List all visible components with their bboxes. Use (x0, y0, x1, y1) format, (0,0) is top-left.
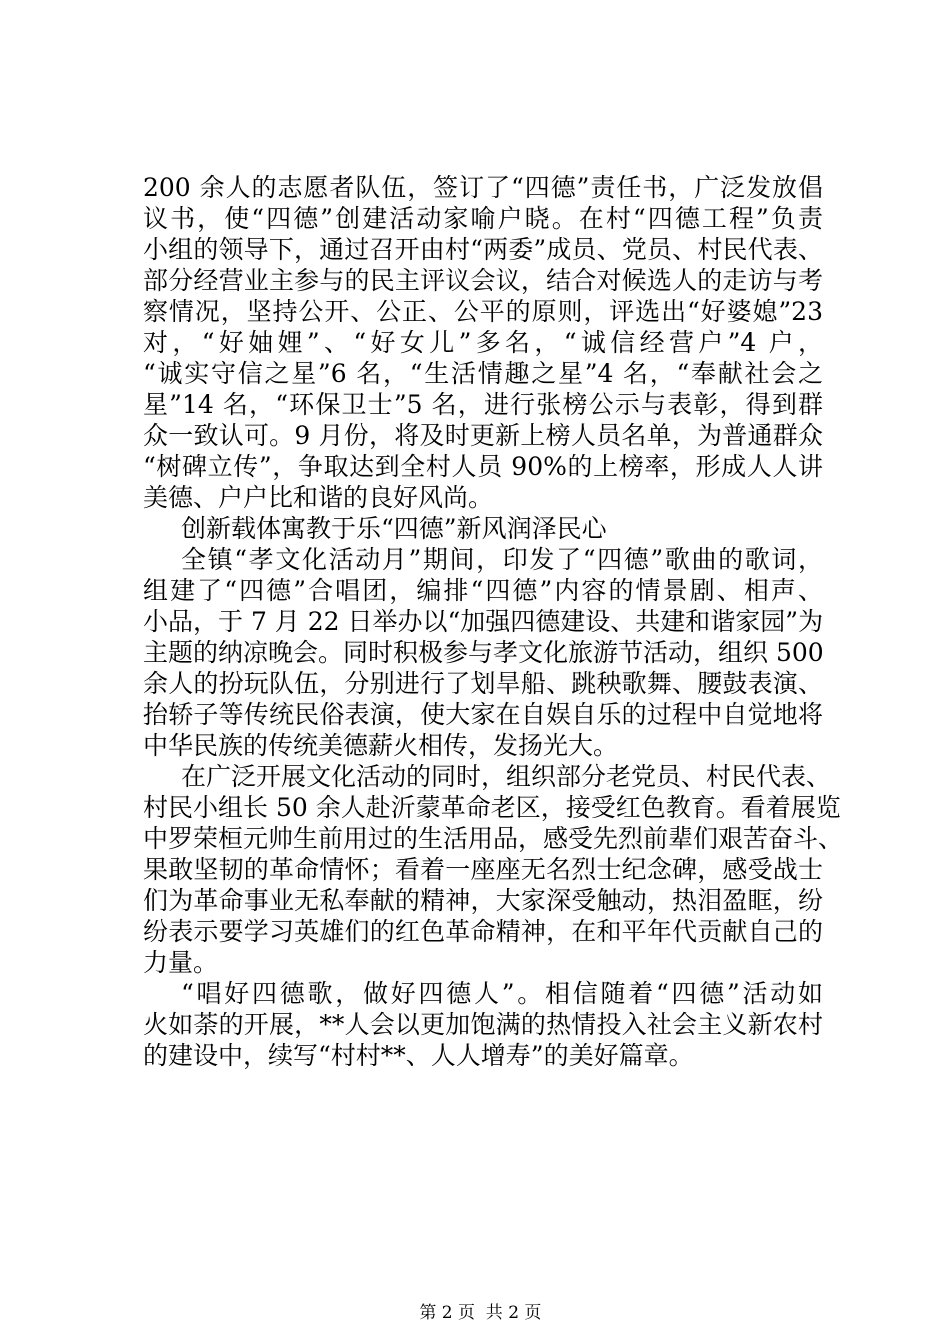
text-line: 的建设中，续写“村村**、人人增寿”的美好篇章。 (143, 1041, 694, 1070)
text-line: “诚实守信之星”6 名，“生活情趣之星”4 名，“奉献社会之 (143, 359, 823, 388)
text-line: 小组的领导下，通过召开由村“两委”成员、党员、村民代表、 (143, 235, 823, 264)
text-line: 火如荼的开展，**人会以更加饱满的热情投入社会主义新农村 (143, 1010, 823, 1039)
paragraph (143, 544, 823, 761)
paragraph (143, 761, 844, 978)
text-line: 们为革命事业无私奉献的精神，大家深受触动，热泪盈眶，纷 (143, 886, 823, 915)
text-line: 星”14 名，“环保卫士”5 名，进行张榜公示与表彰，得到群 (143, 390, 823, 419)
text-line: 部分经营业主参与的民主评议会议，结合对候选人的走访与考 (143, 266, 823, 295)
text-line: 在广泛开展文化活动的同时，组织部分老党员、村民代表、 (181, 762, 832, 791)
text-line: 全镇“孝文化活动月”期间，印发了“四德”歌曲的歌词， (181, 545, 823, 574)
text-line: 抬轿子等传统民俗表演，使大家在自娱自乐的过程中自觉地将 (143, 700, 823, 729)
paragraph (143, 978, 823, 1071)
text-line: 纷表示要学习英雄们的红色革命精神，在和平年代贡献自己的 (143, 917, 823, 946)
text-line: 议书，使“四德”创建活动家喻户晓。在村“四德工程”负责 (143, 204, 823, 233)
text-line: 小品，于 7 月 22 日举办以“加强四德建设、共建和谐家园”为 (143, 607, 824, 636)
page-footer (0, 1280, 950, 1324)
text-line: 组建了“四德”合唱团，编排“四德”内容的情景剧、相声、 (143, 576, 823, 605)
text-line: “树碑立传”，争取达到全村人员 90%的上榜率，形成人人讲 (143, 452, 823, 481)
text-line: “唱好四德歌，做好四德人”。相信随着“四德”活动如 (181, 979, 823, 1008)
text-line: 主题的纳凉晚会。同时积极参与孝文化旅游节活动，组织 500 (143, 638, 824, 667)
text-line: 美德、户户比和谐的良好风尚。 (143, 483, 494, 512)
section-heading (143, 513, 823, 544)
section-heading-text: 创新载体寓教于乐“四德”新风润泽民心 (181, 514, 607, 543)
document-body (143, 172, 844, 1071)
text-line: 余人的扮玩队伍，分别进行了划旱船、跳秧歌舞、腰鼓表演、 (143, 669, 823, 698)
text-line: 200 余人的志愿者队伍，签订了“四德”责任书，广泛发放倡 (143, 173, 823, 202)
text-line: 果敢坚韧的革命情怀；看着一座座无名烈士纪念碑，感受战士 (143, 855, 823, 884)
page-number: 第 2 页 共 2 页 (419, 1303, 542, 1323)
text-line: 中罗荣桓元帅生前用过的生活用品，感受先烈前辈们艰苦奋斗、 (143, 824, 844, 853)
text-line: 众一致认可。9 月份，将及时更新上榜人员名单，为普通群众 (143, 421, 823, 450)
paragraph (143, 172, 823, 513)
text-line: 察情况，坚持公开、公正、公平的原则，评选出“好婆媳”23 (143, 297, 823, 326)
text-line: 对，“好妯娌”、“好女儿”多名，“诚信经营户”4 户， (143, 328, 823, 357)
text-line: 力量。 (143, 948, 219, 977)
text-line: 中华民族的传统美德薪火相传，发扬光大。 (143, 731, 619, 760)
text-line: 村民小组长 50 余人赴沂蒙革命老区，接受红色教育。看着展览 (143, 793, 841, 822)
